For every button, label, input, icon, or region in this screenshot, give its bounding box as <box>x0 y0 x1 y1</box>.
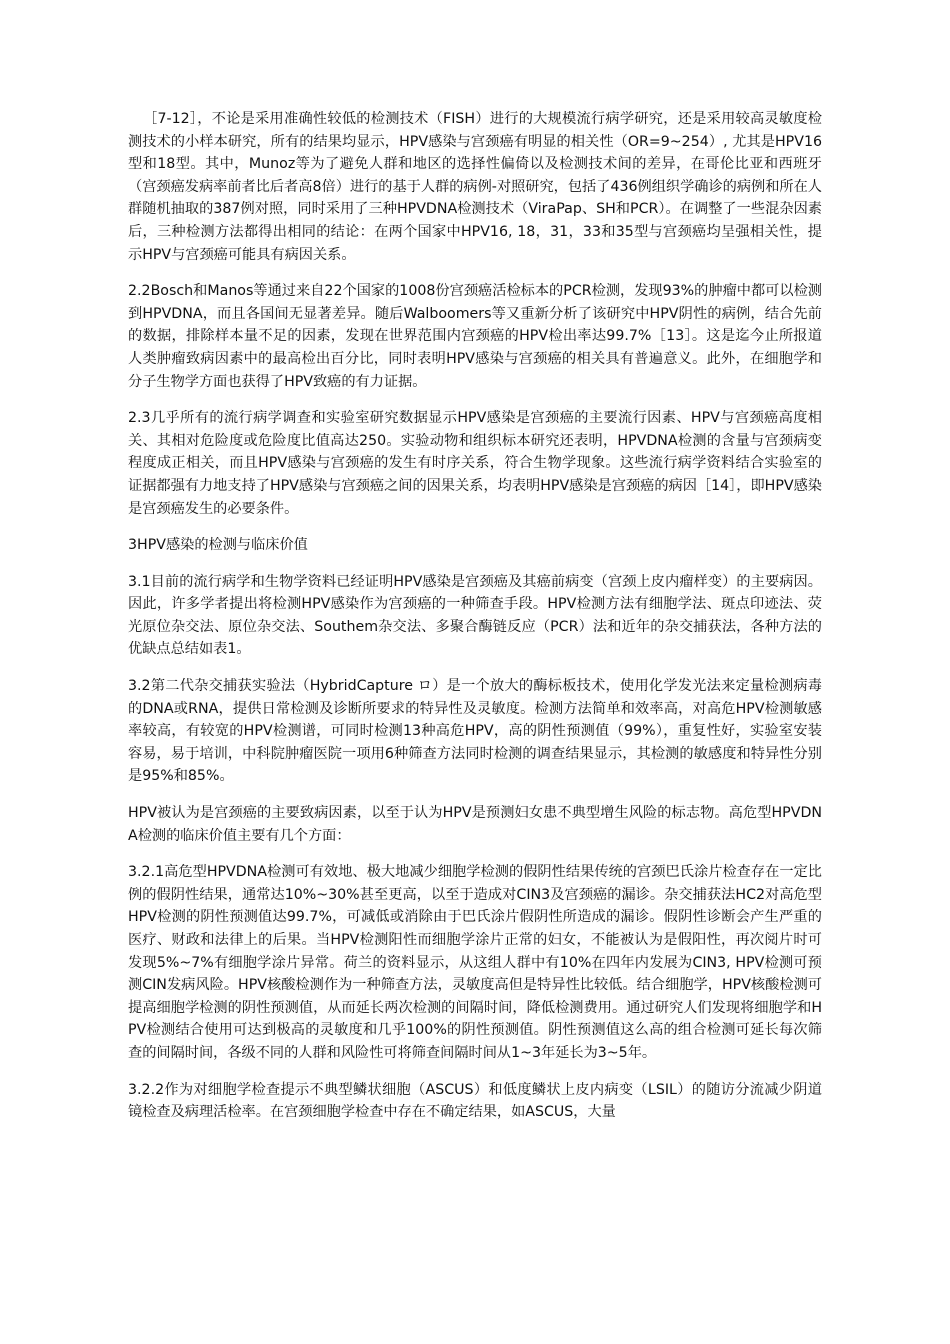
paragraph-hpv-risk: HPV被认为是宫颈癌的主要致病因素，以至于认为HPV是预测妇女患不典型增生风险的标志物。高危型HPVDNA检测的临床价值主要有几个方面： <box>128 805 822 844</box>
paragraph-3-2-1: 3.2.1高危型HPVDNA检测可有效地、极大地减少细胞学检测的假阴性结果传统的宫颈巴氏涂片检查存在一定比例的假阴性结果，通常达10%~30%甚至更高，以至于造成对CIN3及宫颈癌的漏诊。杂交捕获法HC2对高危型HPV检测的阴性预测值达99.7%，可减低或消除由于巴氏涂片假阴性所造成的漏诊。假阴性诊断会产生严重的医疗、财政和法律上的后果。当HPV检测阳性而细胞学涂片正常的妇女，不能被认为是假阳性，再次阅片时可发现5%~7%有细胞学涂片异常。荷兰的资料显示，从这组人群中有10%在四年内发展为CIN3, HPV检测可预测CIN发病风险。HPV核酸检测作为一种筛查方法，灵敏度高但是特异性比较低。结合细胞学，HPV核酸检测可提高细胞学检测的阴性预测值，从而延长两次检测的间隔时间，降低检测费用。通过研究人们发现将细胞学和HPV检测结合使用可达到极高的灵敏度和几乎100%的阴性预测值。阴性预测值这么高的组合检测可延长每次筛查的间隔时间，各级不同的人群和风险性可将筛查间隔时间从1~3年延长为3~5年。 <box>128 864 822 1061</box>
paragraph-intro-continuation: ［7-12］，不论是采用准确性较低的检测技术（FISH）进行的大规模流行病学研究，还是采用较高灵敏度检测技术的小样本研究，所有的结果均显示，HPV感染与宫颈癌有明显的相关性（OR=9~254）, 尤其是HPV16型和18型。其中，Munoz等为了避免人群和地区的选择性偏倚以及检测技术间的差异，在哥伦比亚和西班牙（宫颈癌发病率前者比后者高8倍）进行的基于人群的病例-对照研究，包括了436例组织学确诊的病例和所在人群随机抽取的387例对照，同时采用了三种HPVDNA检测技术（ViraPap、SH和PCR）。在调整了一些混杂因素后，三种检测方法都得出相同的结论：在两个国家中HPV16, 18，31，33和35型与宫颈癌均呈强相关性，提示HPV与宫颈癌可能具有病因关系。 <box>128 111 822 263</box>
paragraph-3-2-2: 3.2.2作为对细胞学检查提示不典型鳞状细胞（ASCUS）和低度鳞状上皮内病变（LSIL）的随访分流减少阴道镜检查及病理活检率。在宫颈细胞学检查中存在不确定结果，如ASCUS，大量 <box>128 1081 822 1121</box>
document-body <box>128 108 822 1138</box>
paragraph-3-1: 3.1目前的流行病学和生物学资料已经证明HPV感染是宫颈癌及其癌前病变（宫颈上皮内瘤样变）的主要病因。因此，许多学者提出将检测HPV感染作为宫颈癌的一种筛查手段。HPV检测方法有细胞学法、斑点印迹法、荧光原位杂交法、原位杂交法、Southem杂交法、多聚合酶链反应（PCR）法和近年的杂交捕获法，各种方法的优缺点总结如表1。 <box>128 573 822 658</box>
section-heading-3: 3HPV感染的检测与临床价值 <box>128 537 308 554</box>
paragraph-2-3: 2.3几乎所有的流行病学调查和实验室研究数据显示HPV感染是宫颈癌的主要流行因素、HPV与宫颈癌高度相关、其相对危险度或危险度比值高达250。实验动物和组织标本研究还表明，HPVDNA检测的含量与宫颈病变程度成正相关，而且HPV感染与宫颈癌的发生有时序关系，符合生物学现象。这些流行病学资料结合实验室的证据都强有力地支持了HPV感染与宫颈癌之间的因果关系，均表明HPV感染是宫颈癌的病因［14］，即HPV感染是宫颈癌发生的必要条件。 <box>128 410 822 517</box>
paragraph-2-2: 2.2Bosch和Manos等通过来自22个国家的1008份宫颈癌活检标本的PCR检测，发现93%的肿瘤中都可以检测到HPVDNA，而且各国间无显著差异。随后Walboomers等又重新分析了该研究中HPV阴性的病例，结合先前的数据，排除样本量不足的因素，发现在世界范围内宫颈癌的HPV检出率达99.7%［13］。这是迄今止所报道人类肿瘤致病因素中的最高检出百分比，同时表明HPV感染与宫颈癌的相关具有普遍意义。此外，在细胞学和分子生物学方面也获得了HPV致癌的有力证据。 <box>128 283 822 390</box>
paragraph-3-2: 3.2第二代杂交捕获实验法（HybridCapture ロ）是一个放大的酶标板技术，使用化学发光法来定量检测病毒的DNA或RNA，提供日常检测及诊断所要求的特异性及灵敏度。检测方法简单和效率高，对高危HPV检测敏感率较高，有较宽的HPV检测谱，可同时检测13种高危HPV，高的阴性预测值（99%），重复性好，实验室安装容易，易于培训，中科院肿瘤医院一项用6种筛查方法同时检测的调查结果显示，其检测的敏感度和特异性分别是95%和85%。 <box>128 678 822 785</box>
